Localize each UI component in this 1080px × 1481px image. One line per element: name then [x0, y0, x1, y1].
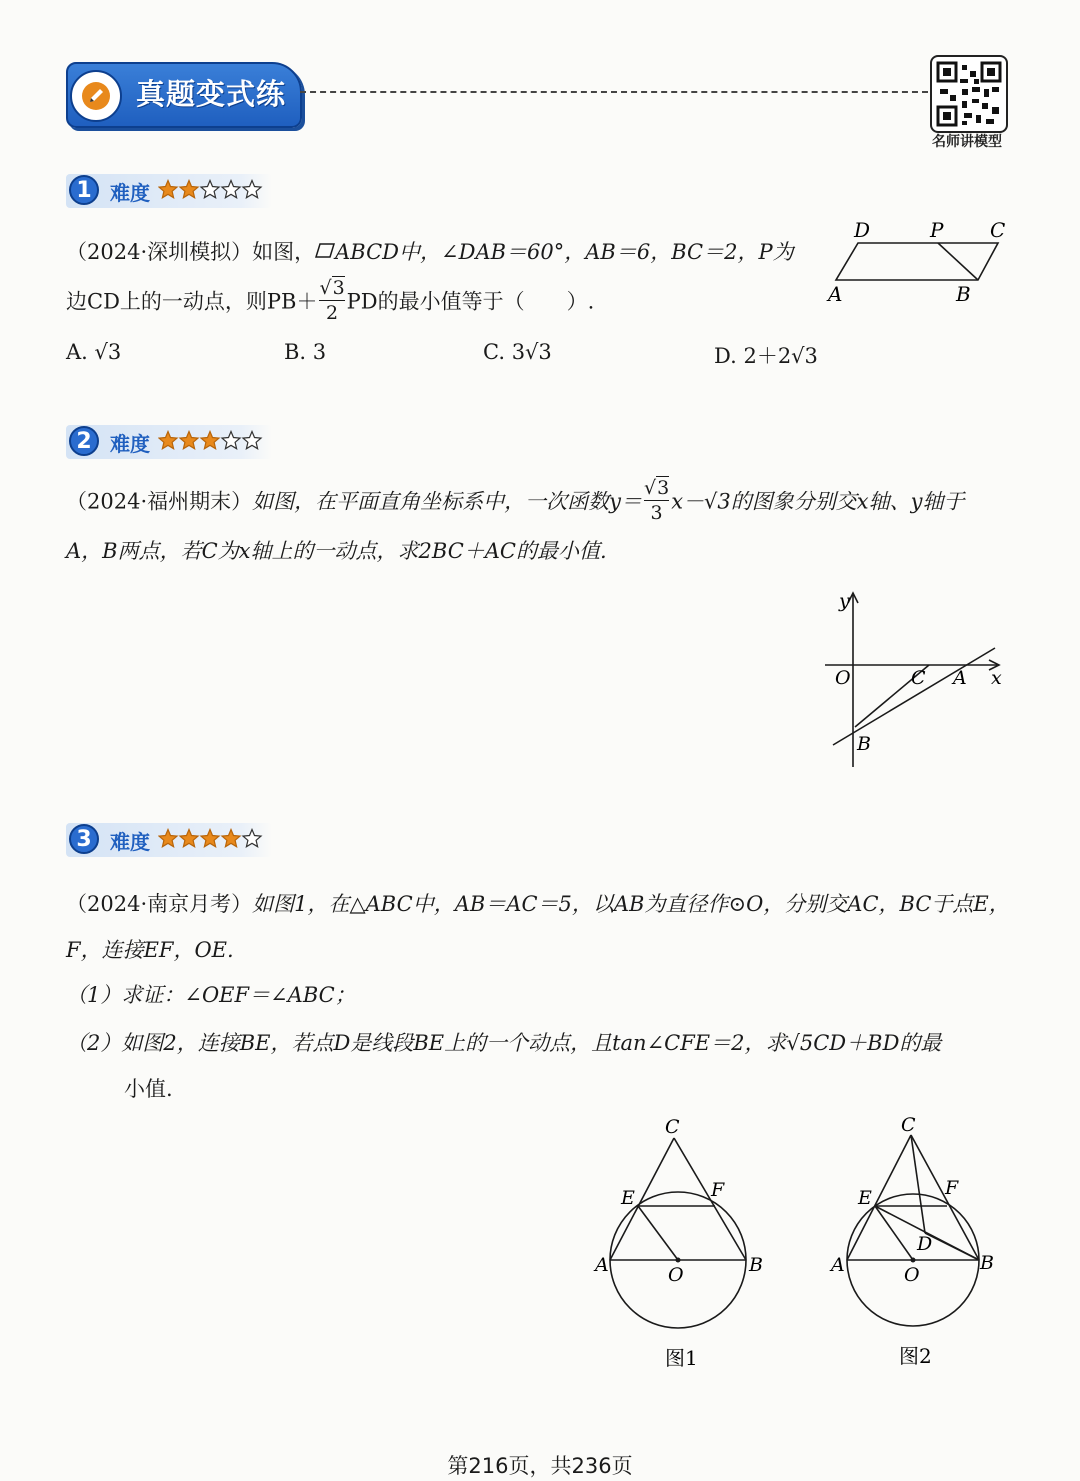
figure-1 [585, 1105, 770, 1375]
problem-3-line-1: （2024·南京月考）如图1，在△ABC中，AB＝AC＝5，以AB为直径作⊙O，分别交AC，BC于点E， [66, 892, 1010, 916]
label-F: F [711, 1179, 725, 1201]
label-O: O [668, 1264, 684, 1286]
pencil-icon [70, 70, 122, 122]
star-empty-icon [201, 181, 219, 198]
page-footer: 第216页，共236页 [447, 1454, 633, 1478]
fraction: $\frac{√3}{2}$ [319, 277, 345, 324]
difficulty-label: 难度 [110, 830, 150, 854]
label-E: E [621, 1187, 635, 1209]
problem-2-line-1: （2024·福州期末）如图，在平面直角坐标系中，一次函数y＝ $\frac{√3}{3}$ x－√3的图象分别交x轴、y轴于 [66, 477, 965, 524]
option-b[interactable]: B. 3 [284, 340, 327, 364]
label-A: A [953, 667, 967, 689]
star-filled-icon [180, 432, 198, 449]
star-empty-icon [222, 181, 240, 198]
star-empty-icon [243, 432, 261, 449]
problem-3-part-2: （2）如图2，连接BE，若点D是线段BE上的一个动点，且tan∠CFE＝2，求√5CD＋BD的最 [66, 1031, 942, 1055]
qr-caption: 名师讲模型 [932, 134, 1002, 150]
section-title: 真题变式练 [136, 77, 287, 111]
star-filled-icon [159, 432, 177, 449]
problem-3-part-2-cont: 小值. [124, 1077, 173, 1101]
qr-code[interactable] [930, 55, 1008, 133]
figure-2-caption: 图2 [899, 1344, 932, 1368]
star-filled-icon [180, 830, 198, 847]
label-x: x [991, 667, 1002, 689]
title-divider [300, 91, 928, 93]
label-C: C [911, 667, 926, 689]
label-E: E [858, 1187, 872, 1209]
parallelogram-icon [315, 240, 335, 264]
problem-source: （2024·南京月考） [66, 892, 253, 916]
star-filled-icon [201, 830, 219, 847]
problem-number-1: 1 [69, 175, 99, 205]
star-filled-icon [180, 181, 198, 198]
problem-source: （2024·深圳模拟） [66, 240, 253, 264]
problem-1-line-1: （2024·深圳模拟）如图， ABCD中，∠DAB＝60°，AB＝6，BC＝2，P为 [66, 240, 794, 264]
star-empty-icon [243, 830, 261, 847]
figure-1-caption: 图1 [665, 1346, 698, 1370]
star-empty-icon [222, 432, 240, 449]
star-filled-icon [159, 830, 177, 847]
difficulty-label: 难度 [110, 181, 150, 205]
star-empty-icon [243, 181, 261, 198]
label-B: B [749, 1254, 763, 1276]
label-C: C [901, 1114, 916, 1136]
problem-3-part-1: （1）求证：∠OEF＝∠ABC； [66, 983, 356, 1007]
label-B: B [956, 282, 971, 306]
label-O: O [835, 667, 851, 689]
option-c[interactable]: C. 3√3 [483, 340, 552, 364]
star-filled-icon [159, 181, 177, 198]
figure-coordinate-plane [815, 585, 1015, 775]
difficulty-stars [158, 430, 268, 456]
label-y: y [839, 590, 850, 612]
star-filled-icon [201, 432, 219, 449]
difficulty-label: 难度 [110, 432, 150, 456]
option-d[interactable]: D. 2＋2√3 [714, 344, 818, 368]
label-F: F [945, 1177, 959, 1199]
label-D: D [917, 1233, 933, 1255]
problem-number-3: 3 [69, 824, 99, 854]
label-C: C [990, 218, 1006, 242]
section-title-banner [66, 62, 298, 128]
problem-2-line-2: A，B两点，若C为x轴上的一动点，求2BC＋AC的最小值. [66, 539, 607, 563]
label-C: C [665, 1116, 680, 1138]
problem-3-line-2: F，连接EF，OE. [66, 938, 234, 962]
difficulty-stars [158, 179, 268, 205]
fraction: $\frac{√3}{3}$ [644, 477, 670, 524]
label-O: O [904, 1264, 920, 1286]
label-D: D [854, 218, 871, 242]
difficulty-stars [158, 828, 268, 854]
problem-source: （2024·福州期末） [66, 489, 253, 514]
problem-1-line-2: 边CD上的一动点，则PB＋ $\frac{√3}{2}$ PD的最小值等于（ ）. [66, 277, 595, 324]
figure-parallelogram [820, 215, 1020, 310]
difficulty-band-3 [66, 823, 272, 857]
label-A: A [595, 1254, 609, 1276]
star-filled-icon [222, 830, 240, 847]
difficulty-band-1 [66, 174, 272, 208]
option-a[interactable]: A. √3 [66, 340, 122, 364]
figure-2 [825, 1105, 1010, 1375]
label-A: A [828, 282, 843, 306]
label-B: B [857, 733, 871, 755]
label-P: P [930, 218, 944, 242]
problem-number-2: 2 [69, 426, 99, 456]
difficulty-band-2 [66, 425, 272, 459]
label-B: B [980, 1252, 994, 1274]
label-A: A [831, 1254, 845, 1276]
